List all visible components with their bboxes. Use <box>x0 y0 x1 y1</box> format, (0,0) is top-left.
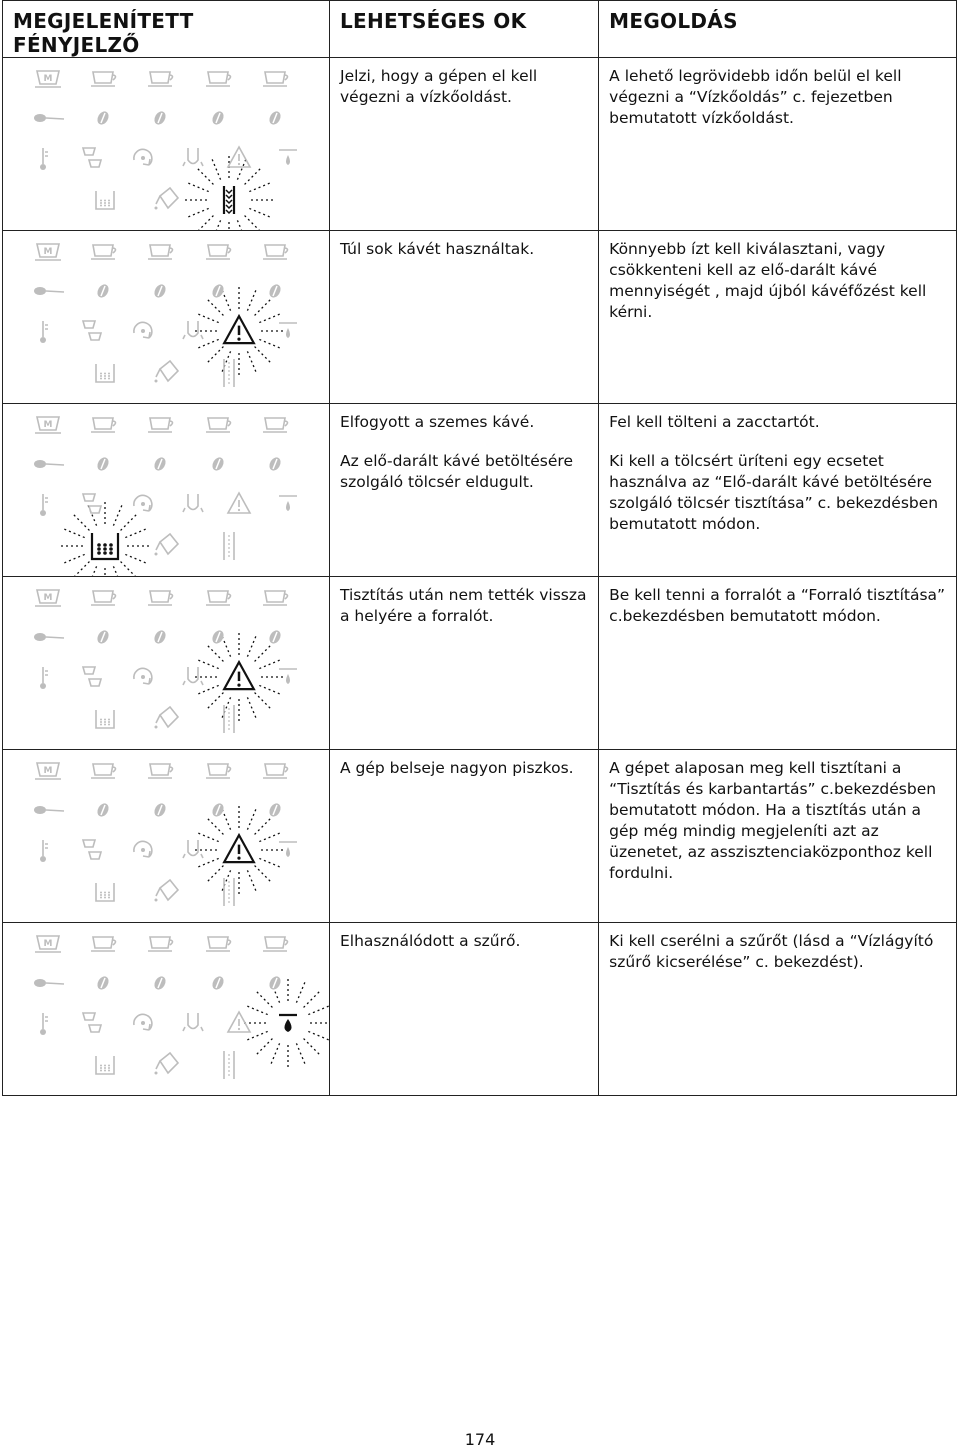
steam-icon <box>183 667 203 685</box>
bean-icon <box>267 109 283 126</box>
alarm-icon <box>224 662 254 689</box>
spoon-icon <box>34 287 64 295</box>
descale-icon <box>224 705 234 733</box>
solution-text: Ki kell cserélni a szűrőt (lásd a “Vízlágyító szűrő kicserélése” c. bekezdést). <box>609 932 934 971</box>
svg-text:M: M <box>43 74 53 84</box>
bean-icon <box>267 974 283 991</box>
table-row <box>3 750 957 923</box>
bean-icon <box>210 801 226 818</box>
solution-cell <box>599 750 957 923</box>
bean-icon <box>210 974 226 991</box>
my-cup-icon <box>35 71 61 87</box>
bean-icon <box>267 628 283 645</box>
jug-icon <box>155 707 179 729</box>
control-panel-icons <box>3 577 329 749</box>
alarm-icon <box>228 1012 250 1032</box>
cup-icon <box>263 937 288 951</box>
cause-cell <box>330 404 599 577</box>
grounds-container-icon <box>96 191 114 209</box>
water-filter-icon <box>279 150 297 165</box>
cup-icon <box>148 245 173 259</box>
cup-icon <box>263 764 288 778</box>
table-row <box>3 404 957 577</box>
svg-text:M: M <box>43 939 53 949</box>
control-panel-icons <box>3 750 329 922</box>
solution-text: Fel kell tölteni a zacctartót. <box>609 413 820 431</box>
control-panel-icons <box>3 231 329 403</box>
table-row <box>3 58 957 231</box>
indicator-cell <box>3 750 330 923</box>
solution-cell <box>599 923 957 1096</box>
control-panel-icons <box>3 923 329 1095</box>
svg-text:M: M <box>43 420 53 430</box>
jug-icon <box>155 1053 179 1075</box>
bean-icon <box>267 455 283 472</box>
double-cup-icon <box>83 494 101 513</box>
cup-icon <box>91 937 116 951</box>
cause-cell <box>330 58 599 231</box>
indicator-cell <box>3 231 330 404</box>
rinse-icon <box>134 668 152 684</box>
cup-icon <box>91 591 116 605</box>
svg-text:M: M <box>43 247 53 257</box>
bean-icon <box>152 282 168 299</box>
blink-rays <box>59 500 151 576</box>
spoon-icon <box>34 460 64 468</box>
spoon-icon <box>34 806 64 814</box>
indicator-cell <box>3 923 330 1096</box>
steam-icon <box>183 494 203 512</box>
my-cup-icon <box>35 590 61 606</box>
control-panel-icons <box>3 58 329 230</box>
cup-icon <box>263 245 288 259</box>
header-cause: LEHETSÉGES OK <box>330 1 599 58</box>
cause-cell <box>330 231 599 404</box>
descale-icon <box>224 359 234 387</box>
solution-text: A lehető legrövidebb időn belül el kell végezni a “Vízkőoldás” c. fejezetben bemutatott vízkőoldást. <box>609 67 902 127</box>
cause-text: Túl sok kávét használtak. <box>340 240 535 258</box>
my-cup-icon <box>35 244 61 260</box>
cup-icon <box>91 764 116 778</box>
header-indicator: MEGJELENÍTETT FÉNYJELZŐ <box>3 1 330 58</box>
rinse-icon <box>134 322 152 338</box>
bean-icon <box>152 455 168 472</box>
cup-icon <box>206 72 231 86</box>
descale-icon <box>224 532 234 560</box>
cup-icon <box>263 72 288 86</box>
cup-icon <box>206 591 231 605</box>
bean-icon <box>95 282 111 299</box>
troubleshooting-table <box>2 0 957 1096</box>
solution-cell <box>599 231 957 404</box>
cup-icon <box>91 245 116 259</box>
bean-icon <box>152 628 168 645</box>
grounds-container-icon <box>96 364 114 382</box>
solution-text: A gépet alaposan meg kell tisztítani a “Tisztítás és karbantartás” c.bekezdésben bemutatott módon. Ha a tisztítás után a gép még mindig megjeleníti azt az üzenetet, az asszisztenciaközponthoz kell fordulni. <box>609 759 937 882</box>
alarm-icon <box>224 835 254 862</box>
alarm-icon <box>224 316 254 343</box>
jug-icon <box>155 880 179 902</box>
jug-icon <box>155 361 179 383</box>
cause-text: Elfogyott a szemes kávé. <box>340 413 535 431</box>
cup-icon <box>148 591 173 605</box>
cup-icon <box>148 937 173 951</box>
cause-text: Tisztítás után nem tették vissza a helyére a forralót. <box>340 586 587 625</box>
indicator-cell <box>3 58 330 231</box>
blink-rays <box>242 977 329 1069</box>
bean-icon <box>95 109 111 126</box>
steam-icon <box>183 840 203 858</box>
grounds-container-icon <box>96 1056 114 1074</box>
descale-icon <box>224 878 234 906</box>
rinse-icon <box>134 149 152 165</box>
cup-icon <box>206 937 231 951</box>
solution-cell <box>599 404 957 577</box>
steam-icon <box>183 321 203 339</box>
spoon-icon <box>34 114 64 122</box>
cause-text: Jelzi, hogy a gépen el kell végezni a vízkőoldást. <box>340 67 538 106</box>
table-row <box>3 231 957 404</box>
water-filter-icon <box>279 1015 297 1032</box>
page-number: 174 <box>464 1430 496 1449</box>
cup-icon <box>91 72 116 86</box>
thermometer-icon <box>40 840 48 862</box>
bean-icon <box>95 974 111 991</box>
cup-icon <box>148 72 173 86</box>
cup-icon <box>263 591 288 605</box>
alarm-icon <box>228 147 250 167</box>
cup-icon <box>206 418 231 432</box>
thermometer-icon <box>40 667 48 689</box>
jug-icon <box>155 188 179 210</box>
spoon-icon <box>34 633 64 641</box>
jug-icon <box>155 534 179 556</box>
cup-icon <box>206 764 231 778</box>
steam-icon <box>183 1013 203 1031</box>
solution-text: Be kell tenni a forralót a “Forraló tisztítása” c.bekezdésben bemutatott módon. <box>609 586 946 625</box>
solution-text: Ki kell a tölcsért üríteni egy ecsetet használva az “Elő-darált kávé betöltésére szolgáló tölcsér tisztítása” c. bekezdésben bemutatott módon. <box>609 452 939 533</box>
cup-icon <box>148 418 173 432</box>
my-cup-icon <box>35 417 61 433</box>
table-row <box>3 577 957 750</box>
bean-icon <box>210 282 226 299</box>
thermometer-icon <box>40 1013 48 1035</box>
descale-icon <box>224 186 234 214</box>
cause-text: Az elő-darált kávé betöltésére szolgáló tölcsér eldugult. <box>340 452 573 491</box>
svg-text:M: M <box>43 766 53 776</box>
svg-text:M: M <box>43 593 53 603</box>
cause-text: Elhasználódott a szűrő. <box>340 932 521 950</box>
bean-icon <box>95 455 111 472</box>
grounds-container-icon <box>92 533 118 559</box>
header-row <box>3 1 957 58</box>
rinse-icon <box>134 841 152 857</box>
my-cup-icon <box>35 936 61 952</box>
grounds-container-icon <box>96 883 114 901</box>
alarm-icon <box>228 493 250 513</box>
bean-icon <box>152 109 168 126</box>
cause-text: A gép belseje nagyon piszkos. <box>340 759 574 777</box>
descale-icon <box>224 1051 234 1079</box>
solution-cell <box>599 577 957 750</box>
double-cup-icon <box>83 148 101 167</box>
cup-icon <box>206 245 231 259</box>
bean-icon <box>210 455 226 472</box>
water-filter-icon <box>279 496 297 511</box>
double-cup-icon <box>83 1013 101 1032</box>
rinse-icon <box>134 495 152 511</box>
header-solution: MEGOLDÁS <box>599 1 957 58</box>
bean-icon <box>95 801 111 818</box>
cause-cell <box>330 577 599 750</box>
cup-icon <box>91 418 116 432</box>
bean-icon <box>210 628 226 645</box>
control-panel-icons <box>3 404 329 576</box>
thermometer-icon <box>40 494 48 516</box>
indicator-cell <box>3 404 330 577</box>
solution-cell <box>599 58 957 231</box>
my-cup-icon <box>35 763 61 779</box>
cup-icon <box>148 764 173 778</box>
double-cup-icon <box>83 321 101 340</box>
spoon-icon <box>34 979 64 987</box>
cup-icon <box>263 418 288 432</box>
cause-cell <box>330 923 599 1096</box>
solution-text: Könnyebb ízt kell kiválasztani, vagy csökkenteni kell az elő-darált kávé mennyiségét , majd újból kávéfőzést kell kérni. <box>609 240 927 321</box>
bean-icon <box>267 801 283 818</box>
bean-icon <box>152 974 168 991</box>
grounds-container-icon <box>96 710 114 728</box>
bean-icon <box>95 628 111 645</box>
steam-icon <box>183 148 203 166</box>
bean-icon <box>210 109 226 126</box>
rinse-icon <box>134 1014 152 1030</box>
table-row <box>3 923 957 1096</box>
thermometer-icon <box>40 321 48 343</box>
double-cup-icon <box>83 840 101 859</box>
bean-icon <box>267 282 283 299</box>
cause-cell <box>330 750 599 923</box>
thermometer-icon <box>40 148 48 170</box>
double-cup-icon <box>83 667 101 686</box>
bean-icon <box>152 801 168 818</box>
indicator-cell <box>3 577 330 750</box>
